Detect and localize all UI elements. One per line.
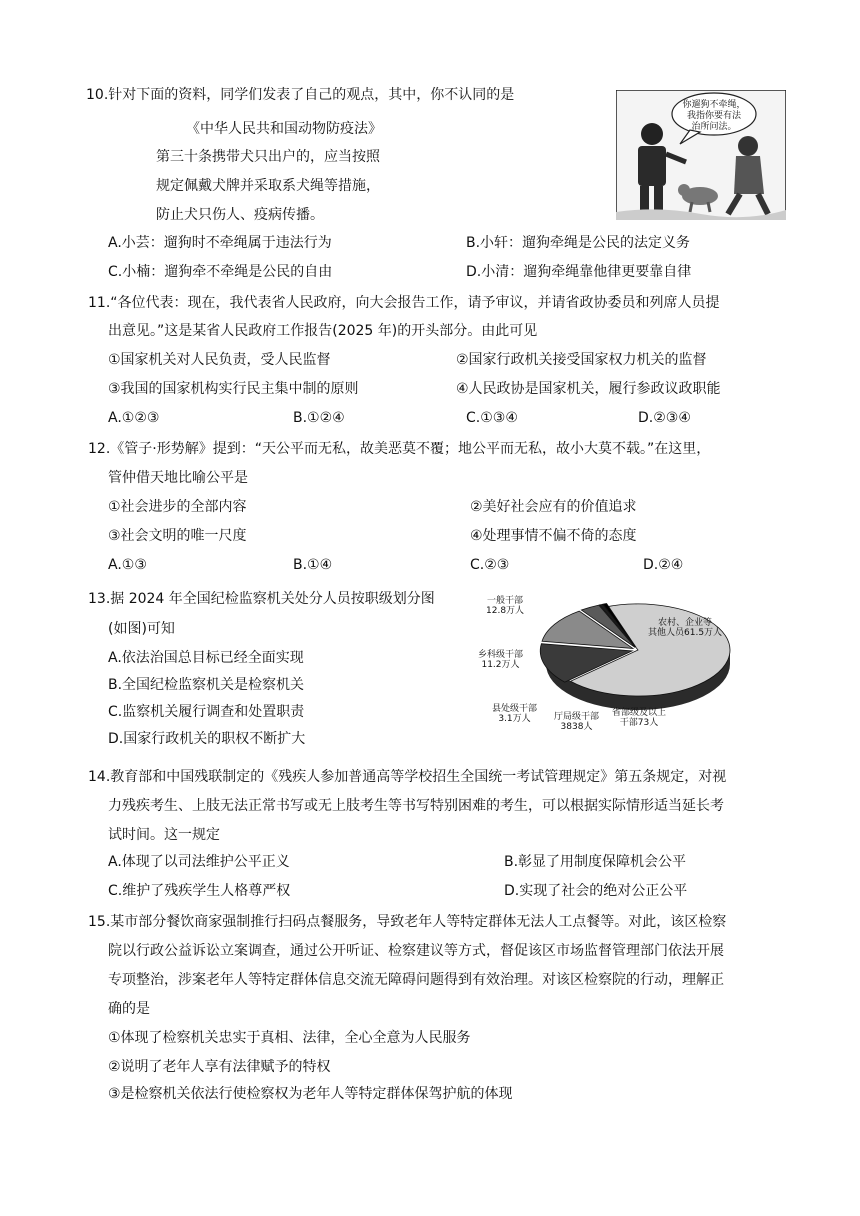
q13-option-a: A.依法治国总目标已经全面实现 [108,650,304,666]
q11-stem-2: 出意见。”这是某省人民政府工作报告(2025 年)的开头部分。由此可见 [108,323,538,339]
pie-label-bureau [554,712,599,732]
q14-stem-3: 试时间。这一规定 [108,827,220,843]
pie-label-county [492,704,537,724]
q14-option-a: A.体现了以司法维护公平正义 [108,854,290,870]
q11-item-3: ③我国的国家机构实行民主集中制的原则 [108,381,359,397]
q10-stem: 10.针对下面的资料，同学们发表了自己的观点，其中，你不认同的是 [86,87,515,103]
q12-option-b: B.①④ [293,557,333,573]
dog-leash-cartoon [616,90,786,220]
q15-stem-1: 15.某市部分餐饮商家强制推行扫码点餐服务，导致老年人等特定群体无法人工点餐等。对此，该区检察 [88,914,727,930]
q12-option-c: C.②③ [470,557,510,573]
q12-item-4: ④处理事情不偏不倚的态度 [470,528,637,544]
q14-stem-1: 14.教育部和中国残联制定的《残疾人参加普通高等学校招生全国统一考试管理规定》第五条规定，对视 [88,769,727,785]
q11-option-c: C.①③④ [466,410,518,426]
pie-label-provincial [612,708,666,728]
q15-item-1: ①体现了检察机关忠实于真相、法律，全心全意为人民服务 [108,1030,471,1046]
q11-item-1: ①国家机关对人民负责，受人民监督 [108,352,331,368]
q10-law-line-2: 规定佩戴犬牌并采取系犬绳等措施， [156,178,380,194]
pie-label-county-name: 县处级干部 [492,704,538,714]
q15-item-3: ③是检察机关依法行使检察权为老年人等特定群体保驾护航的体现 [108,1086,513,1102]
q11-stem-1: 11.“各位代表：现在，我代表省人民政府，向大会报告工作，请予审议，并请省政协委员和列席人员提 [88,295,720,311]
pie-label-section-name: 乡科级干部 [478,650,524,660]
q15-item-2: ②说明了老年人享有法律赋予的特权 [108,1059,331,1075]
q12-stem-1: 12.《管子·形势解》提到：“天公平而无私，故美恶莫不覆；地公平而无私，故小大莫不载。”在这里， [88,441,711,457]
q12-item-1: ①社会进步的全部内容 [108,499,247,515]
q10-option-d: D.小清：遛狗牵绳靠他律更要靠自律 [466,264,692,280]
pie-label-rural-name: 农村、企业等 [658,618,713,628]
q15-stem-4: 确的是 [108,1001,150,1017]
pie-label-bureau-value: 3838人 [560,722,593,732]
q13-option-c: C.监察机关履行调查和处置职责 [108,704,305,720]
q11-option-d: D.②③④ [638,410,691,426]
q15-stem-2: 院以行政公益诉讼立案调查，通过公开听证、检察建议等方式，督促该区市场监督管理部门依法开展 [108,943,724,959]
pie-label-bureau-name: 厅局级干部 [554,712,600,722]
q10-law-line-1: 第三十条携带犬只出户的，应当按照 [156,149,380,165]
q14-option-c: C.维护了残疾学生人格尊严权 [108,883,291,899]
q10-law-title: 《中华人民共和国动物防疫法》 [186,121,382,137]
pie-label-provincial-value: 干部73人 [619,718,659,728]
pie-chart [478,584,744,740]
q14-stem-2: 力残疾考生、上肢无法正常书写或无上肢考生等书写特别困难的考生，可以根据实际情形适当延长考 [108,798,724,814]
q13-stem-1: 13.据 2024 年全国纪检监察机关处分人员按职级划分图 [88,591,435,607]
q14-option-b: B.彰显了用制度保障机会公平 [504,854,687,870]
q12-item-2: ②美好社会应有的价值追求 [470,499,637,515]
q12-option-a: A.①③ [108,557,147,573]
q13-option-d: D.国家行政机关的职权不断扩大 [108,731,306,747]
speech-line-1: 你遛狗不牵绳， [682,100,746,110]
q11-option-a: A.①②③ [108,410,160,426]
q12-option-d: D.②④ [643,557,684,573]
q13-stem-2: (如图)可知 [108,621,175,637]
pie-label-county-value: 3.1万人 [498,714,531,724]
pie-label-provincial-name: 省部级及以上 [612,708,667,718]
q10-option-a: A.小芸：遛狗时不牵绳属于违法行为 [108,235,332,251]
q11-item-4: ④人民政协是国家机关，履行参政议政职能 [456,381,721,397]
q11-option-b: B.①②④ [293,410,345,426]
q12-stem-2: 管仲借天地比喻公平是 [108,470,248,486]
pie-label-rural-value: 其他人员61.5万人 [648,628,723,638]
pie-label-section [478,650,523,670]
pie-label-rural [648,618,722,638]
speech-line-3: 治所问法。 [691,122,737,132]
q10-law-line-3: 防止犬只伤人、疫病传播。 [156,207,324,223]
q11-item-2: ②国家行政机关接受国家权力机关的监督 [456,352,707,368]
pie-label-general-value: 12.8万人 [486,606,525,616]
speech-line-2: 我指你要有法 [686,111,742,121]
q10-option-b: B.小轩：遛狗牵绳是公民的法定义务 [466,235,691,251]
q14-option-d: D.实现了社会的绝对公正公平 [504,883,688,899]
pie-label-general-name: 一般干部 [487,596,524,606]
q15-stem-3: 专项整治，涉案老年人等特定群体信息交流无障碍问题得到有效治理。对该区检察院的行动，理解正 [108,972,724,988]
q10-option-c: C.小楠：遛狗牵不牵绳是公民的自由 [108,264,333,280]
q13-option-b: B.全国纪检监察机关是检察机关 [108,677,305,693]
pie-label-general [486,596,524,616]
q12-item-3: ③社会文明的唯一尺度 [108,528,247,544]
pie-label-section-value: 11.2万人 [481,660,520,670]
